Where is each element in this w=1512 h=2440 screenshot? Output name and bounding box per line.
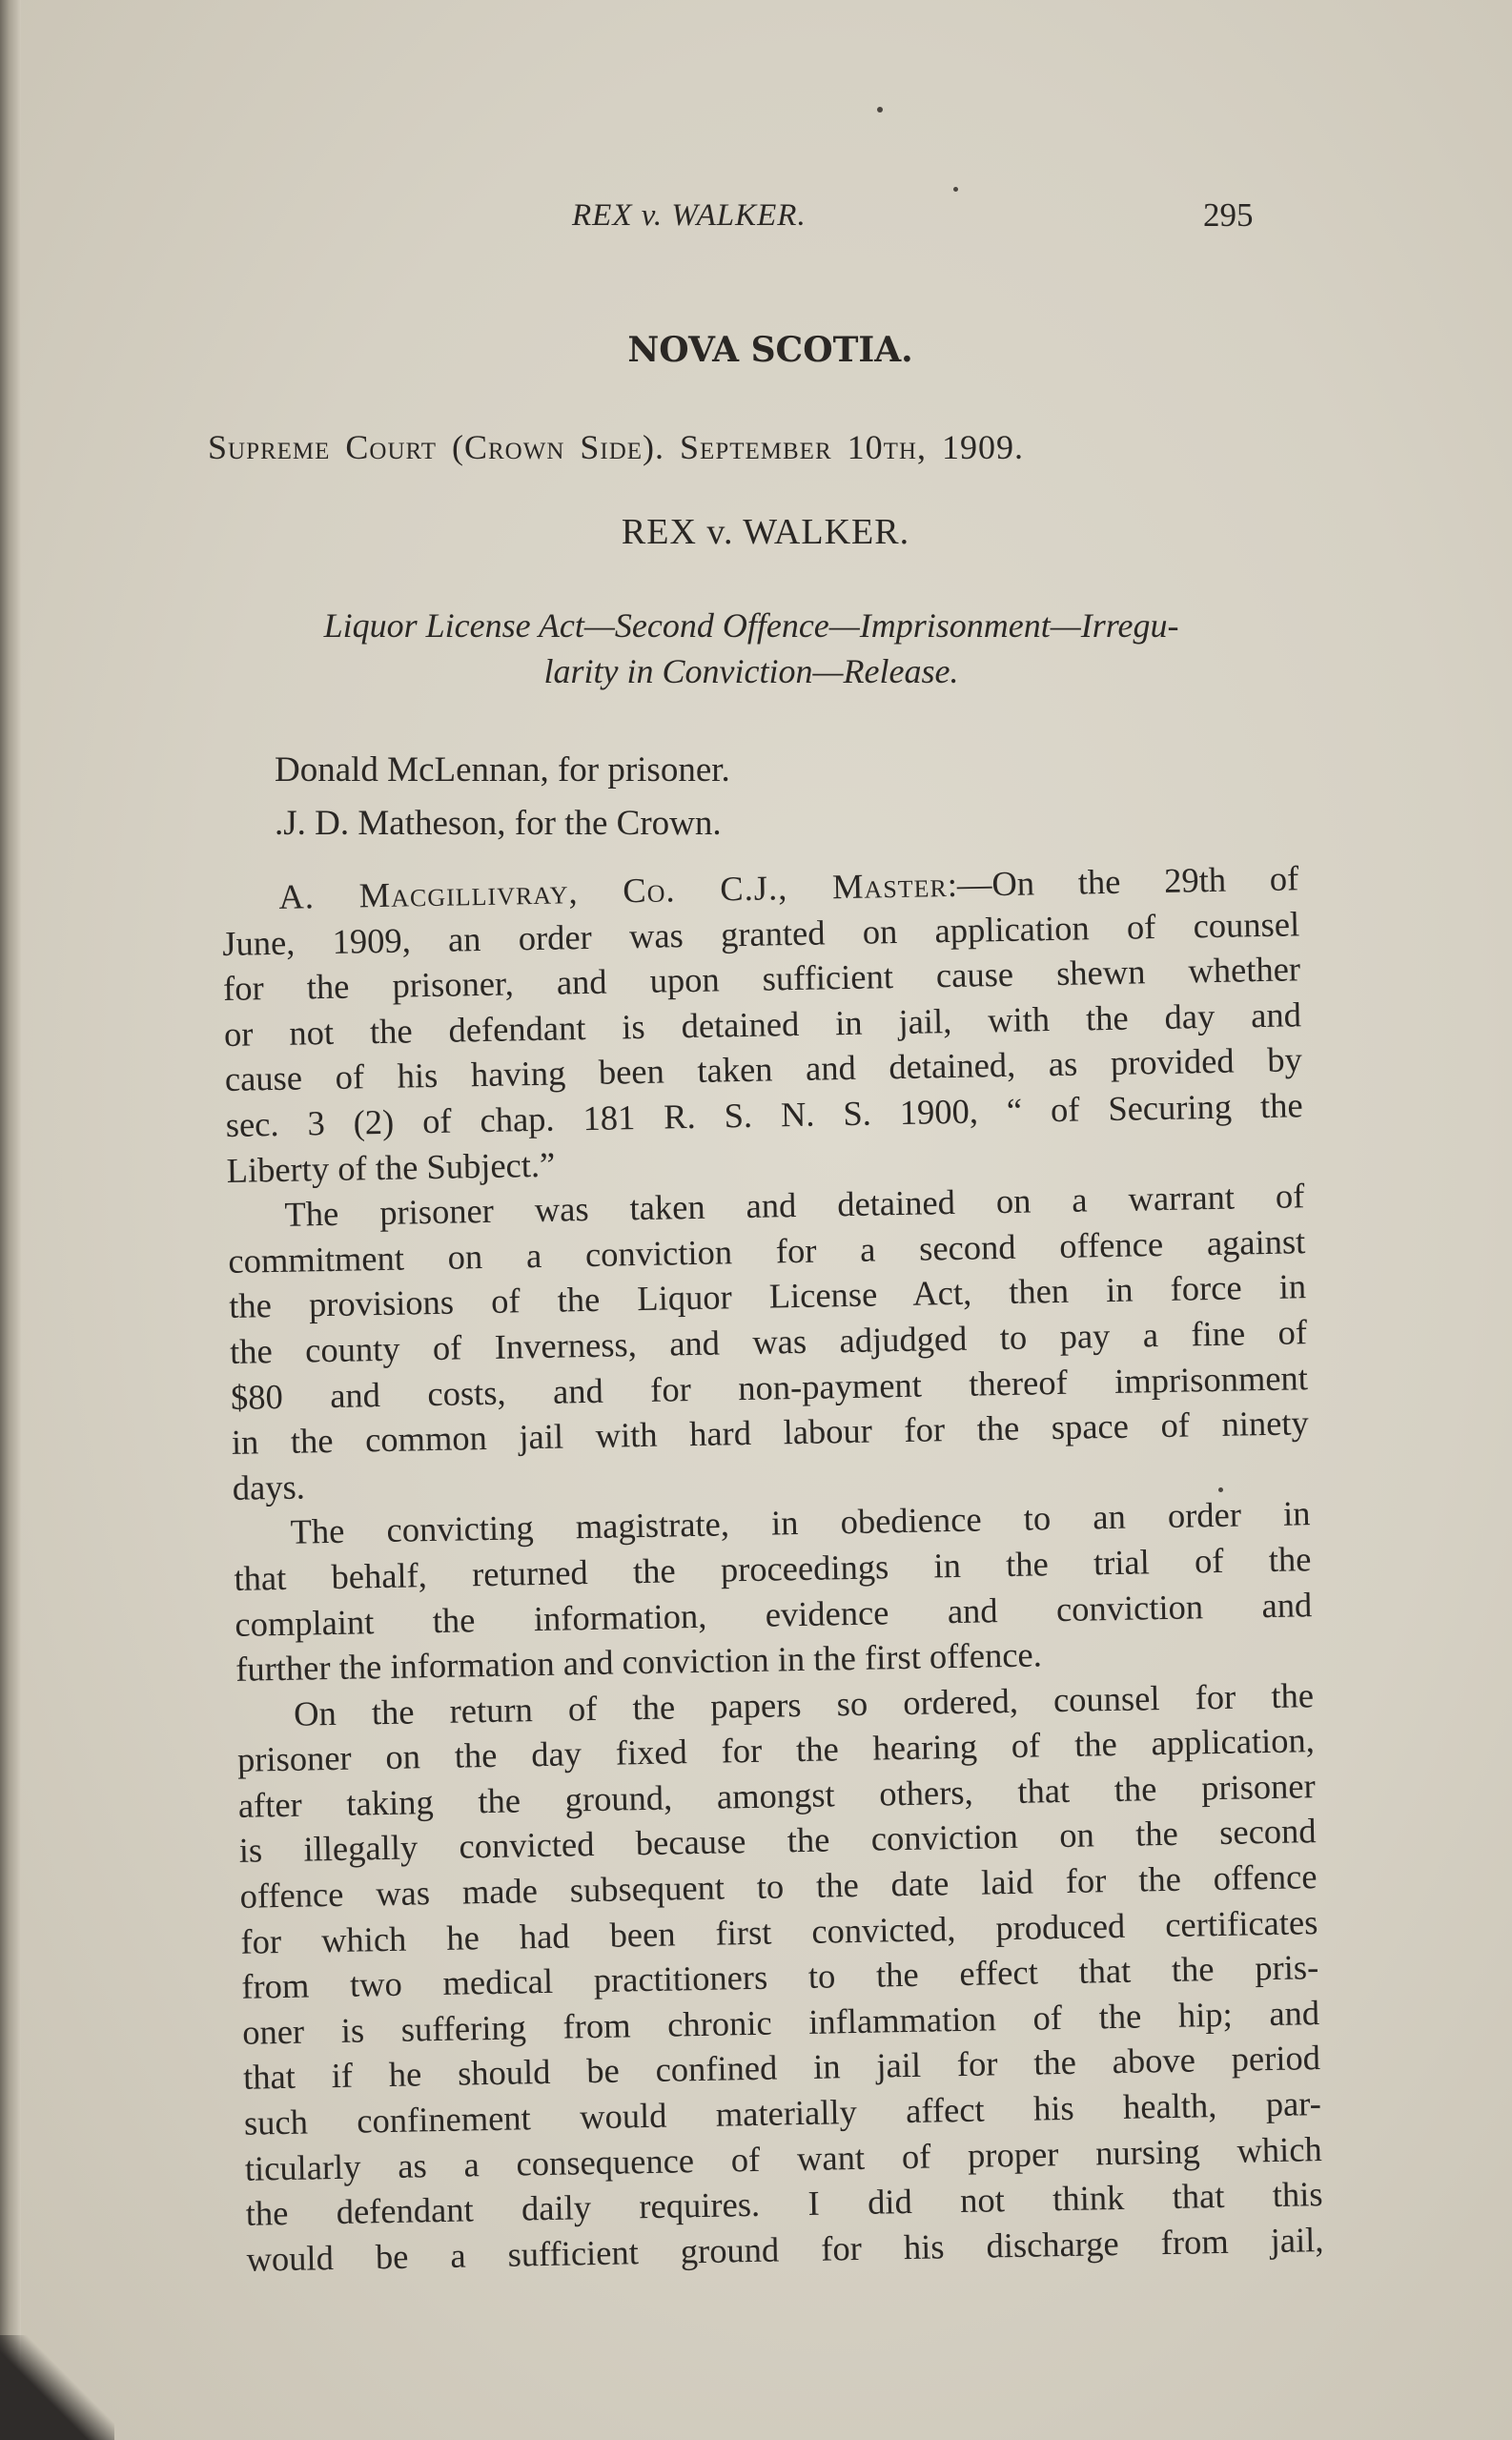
text-line: sec. 3 (2) of chap. 181 R. S. N. S. 1900, “ of Securing the bbox=[225, 1085, 1303, 1144]
text-line: $80 and costs, and for non-payment thereof imprisonment bbox=[230, 1357, 1309, 1417]
text-line: would be a sufficient ground for his discharge from jail, bbox=[246, 2219, 1324, 2279]
text-line: for the prisoner, and upon sufficient cause shewn whether bbox=[222, 949, 1301, 1009]
judgment-text bbox=[221, 855, 1324, 2282]
text-line: The prisoner was taken and detained on a warrant of bbox=[284, 1176, 1305, 1234]
text-line: commitment on a conviction for a second offence against bbox=[228, 1220, 1306, 1281]
paragraph bbox=[221, 855, 1304, 1193]
case-title: REX v. WALKER. bbox=[621, 512, 910, 552]
paragraph bbox=[233, 1490, 1313, 1692]
text-line: days. bbox=[232, 1466, 306, 1507]
headnote-line: Liquor License Act—Second Offence—Imprisonment—Irregu- bbox=[323, 606, 1179, 645]
text-line: that if he should be confined in jail for the above period bbox=[242, 2038, 1321, 2098]
headnote bbox=[208, 603, 1295, 694]
counsel-line: Donald McLennan, for prisoner. bbox=[275, 750, 730, 789]
text-line: The convicting magistrate, in obedience to an order in bbox=[290, 1493, 1311, 1552]
text-line: the defendant daily requires. I did not think that this bbox=[245, 2174, 1323, 2233]
text-line: from two medical practitioners to the effect that the pris- bbox=[240, 1947, 1319, 2007]
text-line: June, 1909, an order was granted on application of counsel bbox=[221, 903, 1300, 963]
text-line: in the common jail with hard labour for the space of ninety bbox=[231, 1403, 1310, 1463]
text-line: after taking the ground, amongst others, that the prisoner bbox=[237, 1766, 1317, 1825]
text-line: prisoner on the day fixed for the hearing of the application, bbox=[236, 1720, 1316, 1780]
headnote-line: larity in Conviction—Release. bbox=[543, 652, 959, 690]
text-line: is illegally convicted because the conviction on the second bbox=[238, 1811, 1317, 1871]
paragraph bbox=[236, 1672, 1324, 2282]
paper-speck bbox=[953, 187, 958, 192]
running-head: REX v. WALKER. bbox=[572, 198, 807, 233]
judge-name: A. Macgillivray, Co. C.J., Master bbox=[278, 865, 949, 916]
text-line: that behalf, returned the proceedings in the trial of the bbox=[234, 1539, 1312, 1598]
paragraph bbox=[227, 1173, 1310, 1510]
text-line: On the return of the papers so ordered, counsel for the bbox=[293, 1674, 1315, 1733]
paper-speck bbox=[877, 107, 883, 113]
counsel-list bbox=[275, 744, 730, 851]
text-line-rest: :—On the 29th of bbox=[947, 858, 1299, 905]
text-line: or not the defendant is detained in jail, with the day and bbox=[223, 994, 1302, 1054]
page-number: 295 bbox=[1203, 196, 1254, 234]
text-line: Liberty of the Subject.” bbox=[226, 1144, 556, 1190]
text-line: the provisions of the Liquor License Act, then in force in bbox=[228, 1266, 1307, 1326]
text-line: such confinement would materially affect his health, par- bbox=[243, 2083, 1322, 2143]
text-line: further the information and conviction in the first offence. bbox=[235, 1634, 1043, 1689]
court-date-line: Supreme Court (Crown Side). September 10th, 1909. bbox=[208, 428, 1024, 466]
text-line: the county of Inverness, and was adjudged to pay a fine of bbox=[229, 1312, 1308, 1371]
counsel-line: .J. D. Matheson, for the Crown. bbox=[275, 804, 722, 843]
section-heading: NOVA SCOTIA. bbox=[627, 330, 913, 370]
text-line: offence was made subsequent to the date laid for the offence bbox=[239, 1856, 1318, 1916]
text-line: ticularly as a consequence of want of proper nursing which bbox=[244, 2128, 1323, 2188]
text-line: cause of his having been taken and detained, as provided by bbox=[224, 1039, 1303, 1099]
cover-corner bbox=[0, 2335, 114, 2440]
text-line: complaint the information, evidence and conviction and bbox=[235, 1584, 1313, 1644]
text-line: oner is suffering from chronic inflammation of the hip; and bbox=[241, 1992, 1320, 2052]
text-line: for which he had been first convicted, produced certificates bbox=[240, 1901, 1318, 1961]
